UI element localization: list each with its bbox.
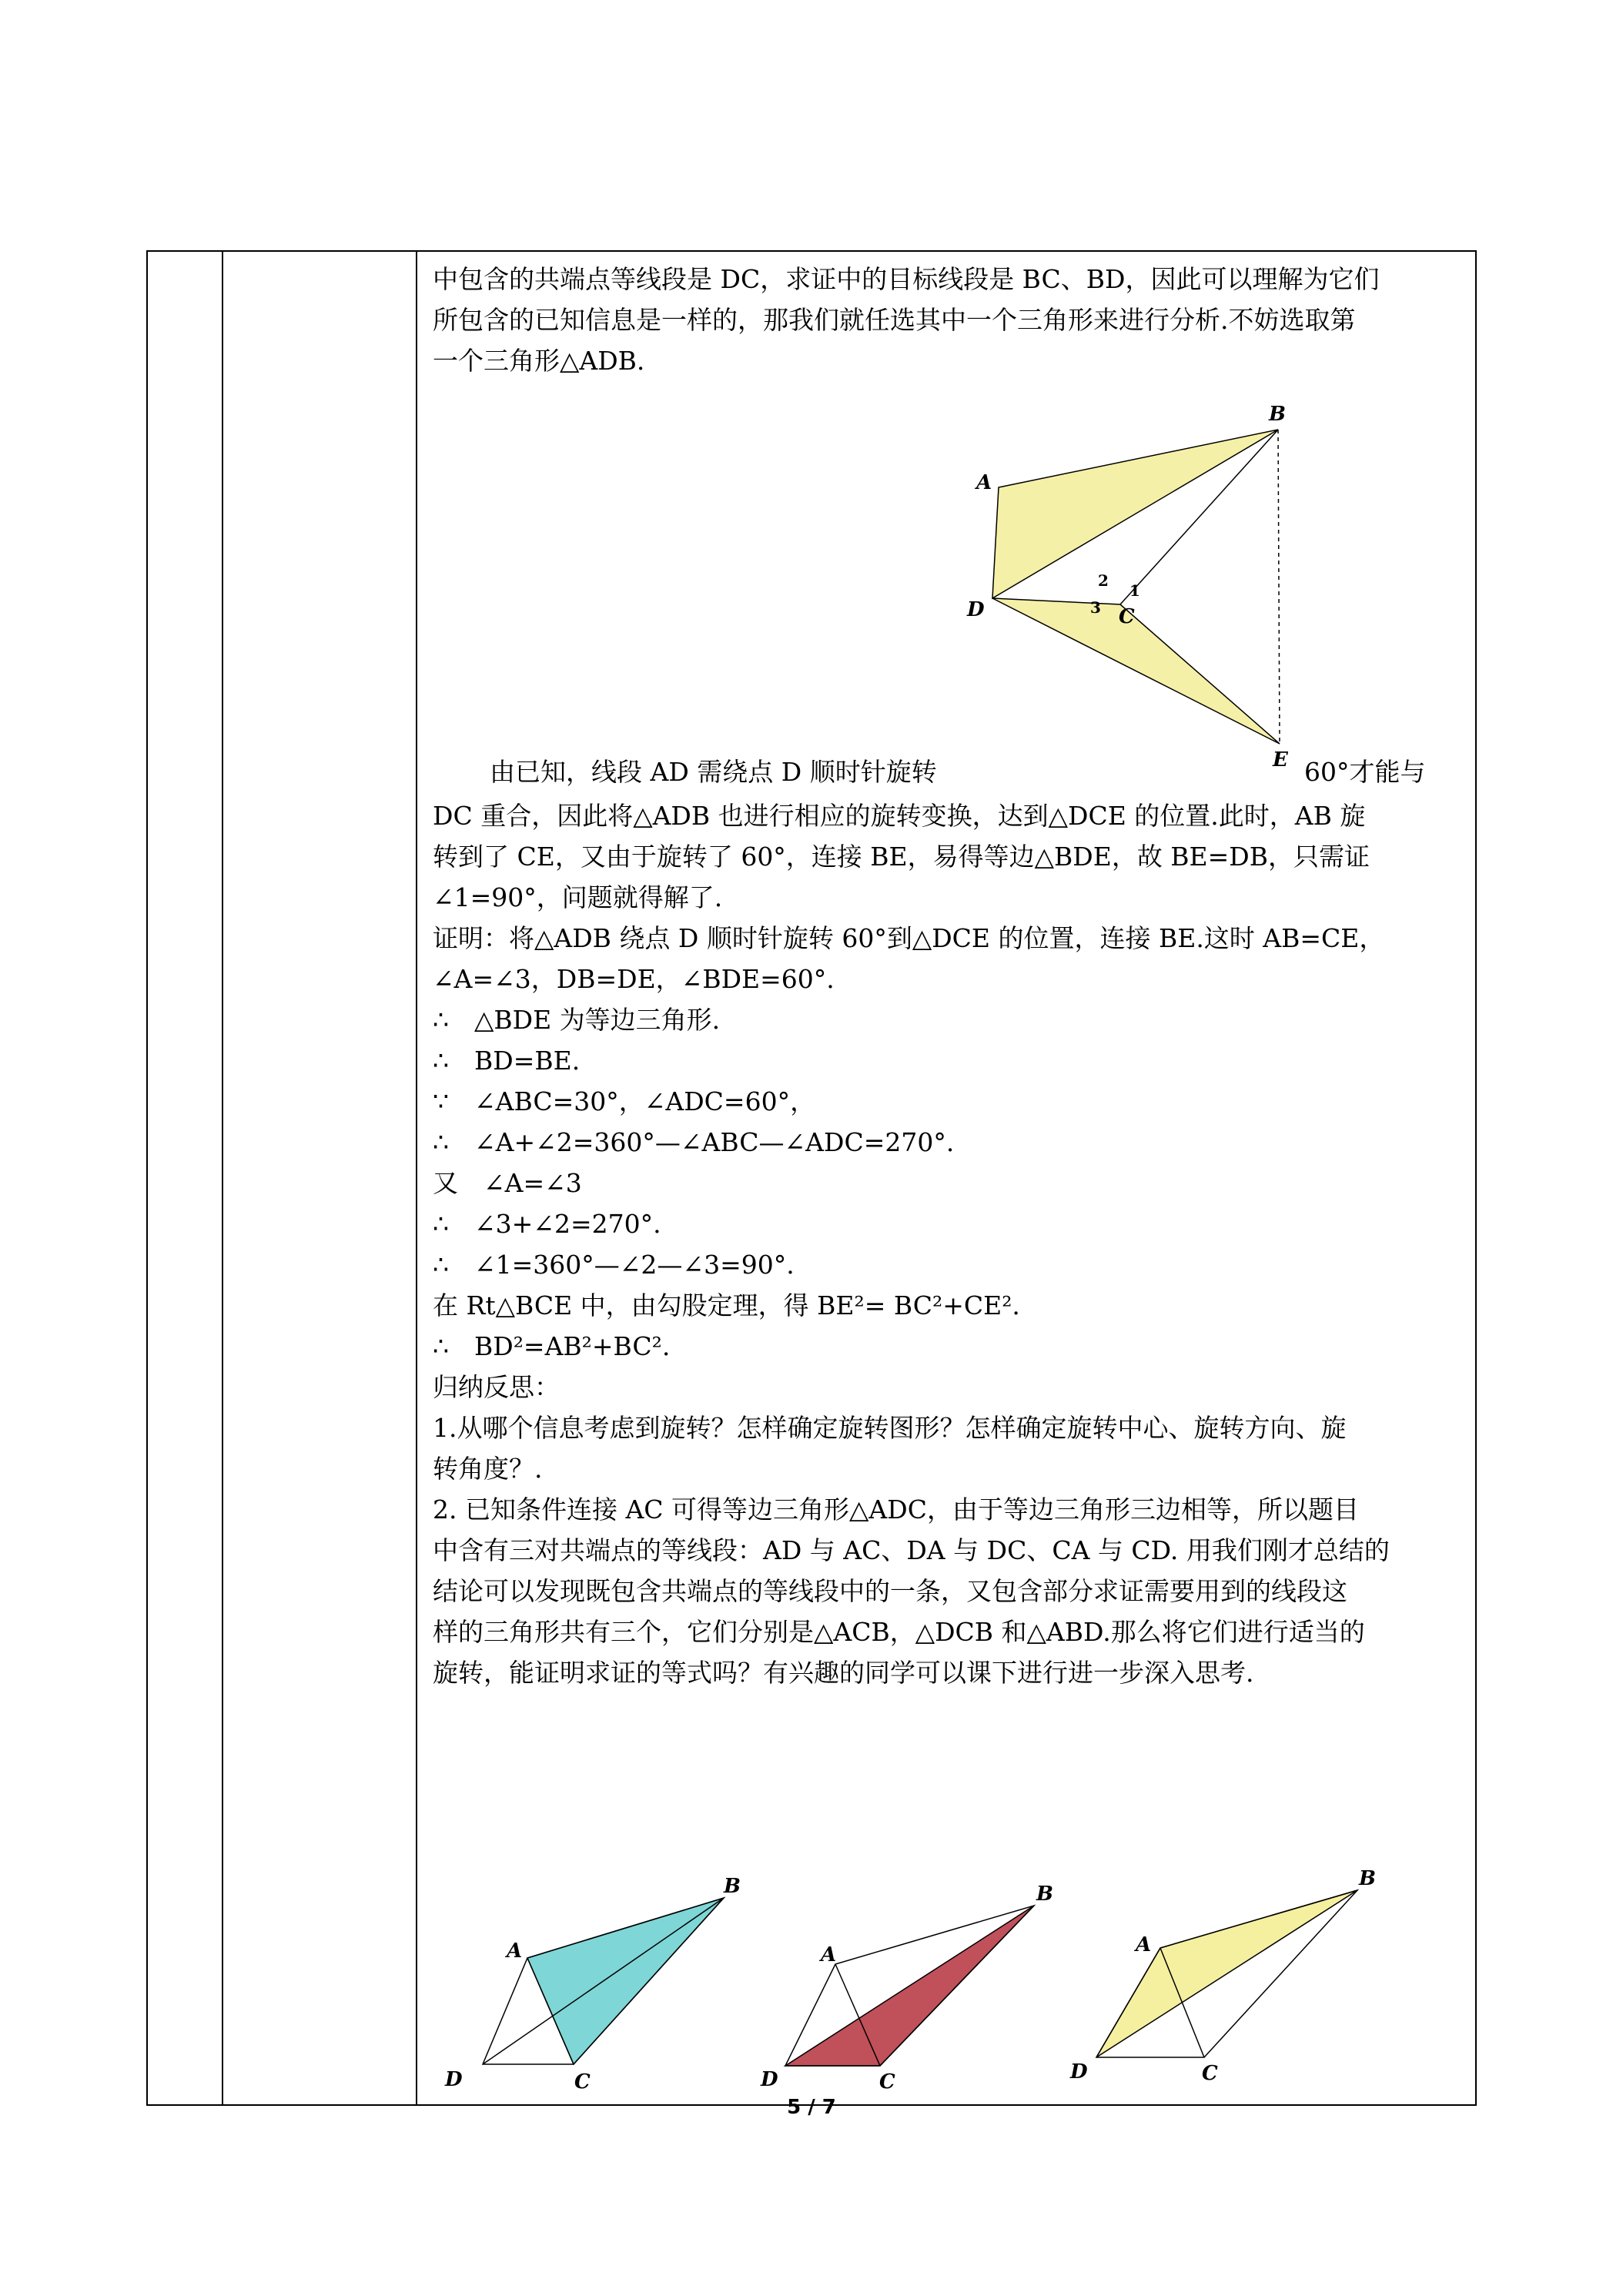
label-d: D [445,2068,463,2090]
text-line: 结论可以发现既包含共端点的等线段中的一条，又包含部分求证需要用到的线段这 [433,1576,1347,1606]
text-line: 一个三角形△ADB. [433,346,645,376]
text-line: 转角度？. [433,1454,543,1484]
text-line: ∴ BD=BE. [433,1046,581,1076]
text-line: 样的三角形共有三个，它们分别是△ACB，△DCB 和△ABD.那么将它们进行适当的 [433,1617,1365,1647]
text-line: 60°才能与 [1304,757,1426,787]
text-line: 中包含的共端点等线段是 DC，求证中的目标线段是 BC、BD，因此可以理解为它们 [433,264,1380,294]
text-line: ∵ ∠ABC=30°，∠ADC=60°， [433,1086,816,1116]
angle-label-1: 1 [1129,581,1140,600]
text-line: ∴ BD²=AB²+BC². [433,1331,671,1361]
text-line: 在 Rt△BCE 中，由勾股定理，得 BE²= BC²+CE². [433,1290,1020,1320]
figure-abd [1067,1856,1390,2083]
figure-acb [439,1863,762,2090]
label-e: E [1273,748,1288,771]
text-line: 又 ∠A=∠3 [433,1168,582,1198]
page-number: 5 / 7 [787,2096,836,2119]
label-d: D [761,2068,778,2091]
text-line: ∠1=90°，问题就得解了. [433,882,723,912]
column-divider-1 [222,252,223,2104]
label-a: A [976,471,992,494]
angle-label-3: 3 [1090,598,1101,617]
label-b: B [1269,403,1286,426]
text-line: 转到了 CE，又由于旋转了 60°，连接 BE，易得等边△BDE，故 BE=DB，只需证 [433,842,1370,872]
text-line: ∴ △BDE 为等边三角形. [433,1005,721,1035]
text-line: 归纳反思： [433,1372,560,1402]
text-line: ∴ ∠1=360°—∠2—∠3=90°. [433,1250,795,1280]
label-c: C [1119,605,1135,628]
text-line: 旋转，能证明求证的等式吗？有兴趣的同学可以课下进行进一步深入思考. [433,1658,1254,1688]
label-a: A [821,1943,837,1966]
triangle-dce [992,598,1280,744]
label-d: D [1070,2060,1088,2083]
text-line: 由已知，线段 AD 需绕点 D 顺时针旋转 [490,757,937,787]
label-b: B [1359,1867,1376,1890]
segment-db [483,1898,724,2064]
text-line: 所包含的已知信息是一样的，那我们就任选其中一个三角形来进行分析.不妨选取第 [433,305,1356,335]
label-c: C [879,2070,895,2094]
figure-dcb [753,1871,1076,2098]
angle-label-2: 2 [1098,571,1109,590]
shaded-triangle-dcb [785,1906,1034,2066]
column-divider-2 [416,252,417,2104]
label-a: A [1136,1933,1152,1956]
text-line: ∴ ∠3+∠2=270°. [433,1209,661,1239]
label-d: D [967,598,985,621]
text-line: 中含有三对共端点的等线段：AD 与 AC、DA 与 DC、CA 与 CD. 用我们刚才总结的 [433,1535,1390,1565]
text-line: 1.从哪个信息考虑到旋转？怎样确定旋转图形？怎样确定旋转中心、旋转方向、旋 [433,1413,1347,1443]
text-line: ∠A=∠3，DB=DE，∠BDE=60°. [433,964,835,994]
text-line: ∴ ∠A+∠2=360°—∠ABC—∠ADC=270°. [433,1127,955,1157]
segment-be [1278,430,1280,744]
text-line: 2. 已知条件连接 AC 可得等边三角形△ADC，由于等边三角形三边相等，所以题目 [433,1494,1359,1525]
label-c: C [574,2070,591,2090]
label-a: A [507,1940,523,1963]
text-line: DC 重合，因此将△ADB 也进行相应的旋转变换，达到△DCE 的位置.此时，AB 旋 [433,801,1366,831]
rotation-figure [962,397,1317,782]
triangle-adb [992,430,1278,598]
text-line: 证明：将△ADB 绕点 D 顺时针旋转 60°到△DCE 的位置，连接 BE.这时 AB=CE， [433,923,1385,953]
label-c: C [1202,2062,1218,2083]
shaded-triangle-acb [527,1898,724,2064]
label-b: B [724,1875,741,1898]
label-b: B [1036,1883,1053,1906]
